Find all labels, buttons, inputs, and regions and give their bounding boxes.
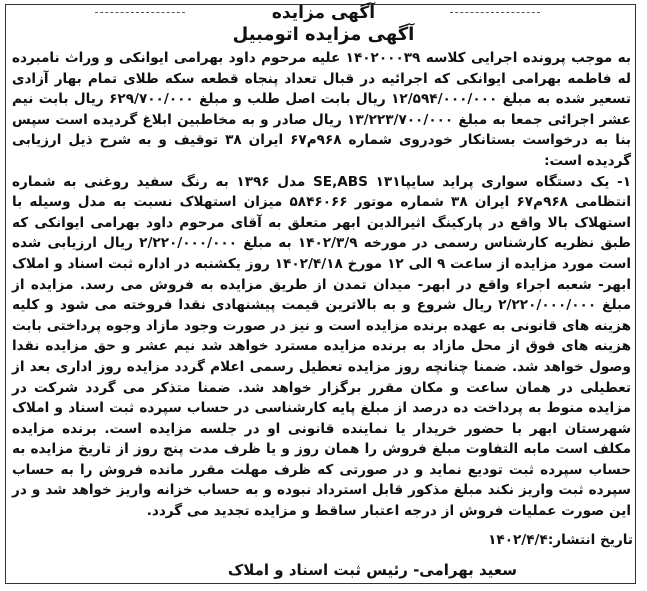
- notice-body: [12, 48, 631, 522]
- publish-date: تاریخ انتشار:۱۴۰۲/۴/۴: [488, 532, 633, 548]
- body-paragraph-2: ۱- یک دستگاه سواری پراید سایپا۱۳۱ SE,ABS مدل ۱۳۹۶ به رنگ سفید روغنی به شماره انتظامی ۹۶۸م۶۷ ایران ۳۸ شماره موتور ۵۸۴۶۰۶۶ میزان استهلاک نسبت به مدل وسیله با استهلاک بالا واقع در پارکینگ اثیرالدین ابهر متعلق به آقای مرحوم داود بهرامی ایوانکی که طبق نظریه کارشناس رسمی در مورخه ۱۴۰۲/۳/۹ به مبلغ ۲/۲۲۰/۰۰۰/۰۰۰ ریال ارزیابی شده است مورد مزایده از ساعت ۹ الی ۱۲ مورخ ۱۴۰۲/۴/۱۸ روز یکشنبه در اداره ثبت اسناد و املاک ابهر- شعبه اجراء واقع در ابهر- میدان تمدن از طریق مزایده به فروش می رسد. مزایده از مبلغ ۲/۲۲۰/۰۰۰/۰۰۰ ریال شروع و به بالاترین قیمت پیشنهادی نقدا فروخته می شود و کلیه هزینه های قانونی به عهده برنده مزایده است و نیز در صورت وجود مازاد وجوه پرداختی بابت هزینه های فوق از محل مازاد به برنده مزایده مسترد خواهد شد نیم عشر و حق مزایده نقدا وصول خواهد شد. ضمنا چنانچه روز مزایده تعطیل رسمی اعلام گردد مزایده روز اداری بعد از تعطیلی در همان ساعت و مکان مقرر برگزار خواهد شد. ضمنا متذکر می گردد شرکت در مزایده منوط به پرداخت ده درصد از مبلغ پایه کارشناسی در حساب سپرده ثبت اسناد و املاک شهرستان ابهر با حضور خریدار یا نماینده قانونی او در جلسه مزایده است. برنده مزایده مکلف است مابه التفاوت مبلغ فروش را همان روز و یا ظرف مدت پنج روز از تاریخ مزایده به حساب سپرده ثبت تودیع نماید و در صورتی که ظرف مهلت مقرر مانده فروش را به حساب سپرده ثبت واریز نکند مبلغ مذکور قابل استرداد نبوده و به حساب خزانه واریز خواهد شد و در این صورت عملیات فروش از درجه اعتبار ساقط و مزایده تجدید می گردد.: [12, 173, 632, 520]
- notice-subtitle: آگهی مزایده اتومبیل: [232, 24, 415, 45]
- signature-line: سعید بهرامی- رئیس ثبت اسناد و املاک: [227, 561, 517, 579]
- body-paragraph-1: به موجب پرونده اجرایی کلاسه ۱۴۰۲۰۰۰۳۹ علیه مرحوم داود بهرامی ایوانکی و وراث نامبرده له فاطمه بهرامی ایوانکی که اجرائیه در قبال تعداد پنجاه قطعه سکه طلای تمام بهار آزادی تسعیر شده به مبلغ ۱۲/۵۹۴/۰۰۰/۰۰۰ ریال بابت اصل طلب و مبلغ ۶۲۹/۷۰۰/۰۰۰ ریال بابت نیم عشر اجرائی جمعا به مبلغ ۱۳/۲۲۳/۷۰۰/۰۰۰ ریال صادر و به مخاطبین ابلاغ گردیده است سپس بنا به درخواست بستانکار خودروی شماره ۹۶۸م۶۷ ایران ۳۸ توقیف و به شرح ذیل ارزیابی گردیده است:: [12, 50, 632, 169]
- notice-title: آگهی مزایده: [271, 3, 376, 23]
